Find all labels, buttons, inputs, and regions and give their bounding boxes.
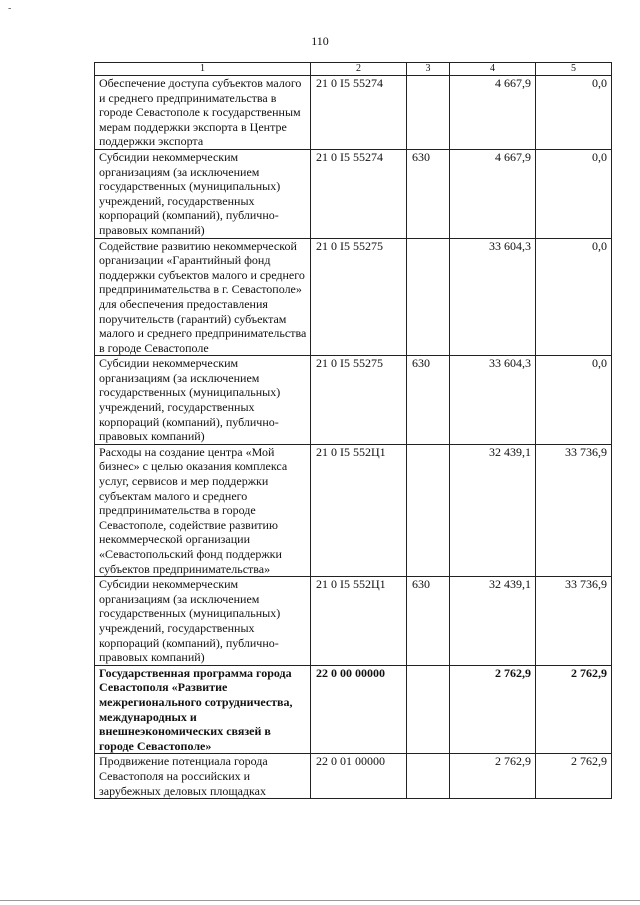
row-sum-1: 4 667,9 <box>450 76 536 150</box>
row-code: 21 0 I5 55275 <box>311 238 407 356</box>
row-code: 21 0 I5 55274 <box>311 149 407 238</box>
row-expense-type: 630 <box>407 149 450 238</box>
row-code: 21 0 I5 55274 <box>311 76 407 150</box>
row-sum-1: 33 604,3 <box>450 238 536 356</box>
row-name: Субсидии некоммерческим организациям (за исключением государственных (муниципальных) учреждений, государственных корпораций (компаний), публично-правовых компаний) <box>95 577 311 666</box>
row-sum-1: 32 439,1 <box>450 577 536 666</box>
row-expense-type: 630 <box>407 577 450 666</box>
row-sum-2: 2 762,9 <box>536 754 612 799</box>
table-row <box>95 754 612 799</box>
row-sum-2: 0,0 <box>536 356 612 445</box>
row-name: Государственная программа города Севастополя «Развитие межрегионального сотрудничества, международных и внешнеэкономических связей в городе Севастополе» <box>95 665 311 754</box>
row-sum-1: 32 439,1 <box>450 444 536 576</box>
row-sum-2: 0,0 <box>536 238 612 356</box>
row-code: 21 0 I5 552Ц1 <box>311 444 407 576</box>
row-name: Содействие развитию некоммерческой организации «Гарантийный фонд поддержки субъектов малого и среднего предпринимательства в г. Севастополе» для обеспечения предоставления поручительств (гарантий) субъектам малого и среднего предпринимательства в городе Севастополе <box>95 238 311 356</box>
row-sum-2: 0,0 <box>536 149 612 238</box>
table-row <box>95 238 612 356</box>
header-col-3: 3 <box>407 63 450 76</box>
row-code: 21 0 I5 552Ц1 <box>311 577 407 666</box>
budget-table <box>94 62 612 799</box>
row-name: Расходы на создание центра «Мой бизнес» с целью оказания комплекса услуг, сервисов и мер поддержки субъектам малого и среднего предпринимательства в городе Севастополе, содействие развитию некоммерческой организации «Севастопольский фонд поддержки субъектов предпринимательства» <box>95 444 311 576</box>
row-name: Субсидии некоммерческим организациям (за исключением государственных (муниципальных) учреждений, государственных корпораций (компаний), публично-правовых компаний) <box>95 149 311 238</box>
page-number: 110 <box>311 34 329 48</box>
row-name: Субсидии некоммерческим организациям (за исключением государственных (муниципальных) учреждений, государственных корпораций (компаний), публично-правовых компаний) <box>95 356 311 445</box>
row-expense-type <box>407 665 450 754</box>
row-code: 22 0 00 00000 <box>311 665 407 754</box>
header-col-4: 4 <box>450 63 536 76</box>
table-row <box>95 577 612 666</box>
row-sum-1: 33 604,3 <box>450 356 536 445</box>
header-col-1: 1 <box>95 63 311 76</box>
row-code: 22 0 01 00000 <box>311 754 407 799</box>
table-row <box>95 149 612 238</box>
row-sum-2: 33 736,9 <box>536 444 612 576</box>
row-sum-2: 33 736,9 <box>536 577 612 666</box>
row-expense-type <box>407 754 450 799</box>
scan-edge-line <box>0 900 640 901</box>
table-row <box>95 356 612 445</box>
budget-table-container <box>94 62 612 799</box>
row-sum-2: 0,0 <box>536 76 612 150</box>
row-expense-type: 630 <box>407 356 450 445</box>
header-row <box>95 63 612 76</box>
table-row-program <box>95 665 612 754</box>
row-name: Обеспечение доступа субъектов малого и среднего предпринимательства в городе Севастополе к государственным мерам поддержки экспорта в Центре поддержки экспорта <box>95 76 311 150</box>
row-name: Продвижение потенциала города Севастополя на российских и зарубежных деловых площадках <box>95 754 311 799</box>
corner-mark: - <box>8 3 12 14</box>
row-expense-type <box>407 238 450 356</box>
header-col-2: 2 <box>311 63 407 76</box>
row-sum-1: 2 762,9 <box>450 754 536 799</box>
table-row <box>95 76 612 150</box>
row-expense-type <box>407 76 450 150</box>
row-sum-1: 4 667,9 <box>450 149 536 238</box>
header-col-5: 5 <box>536 63 612 76</box>
row-code: 21 0 I5 55275 <box>311 356 407 445</box>
row-sum-2: 2 762,9 <box>536 665 612 754</box>
table-row <box>95 444 612 576</box>
row-sum-1: 2 762,9 <box>450 665 536 754</box>
row-expense-type <box>407 444 450 576</box>
